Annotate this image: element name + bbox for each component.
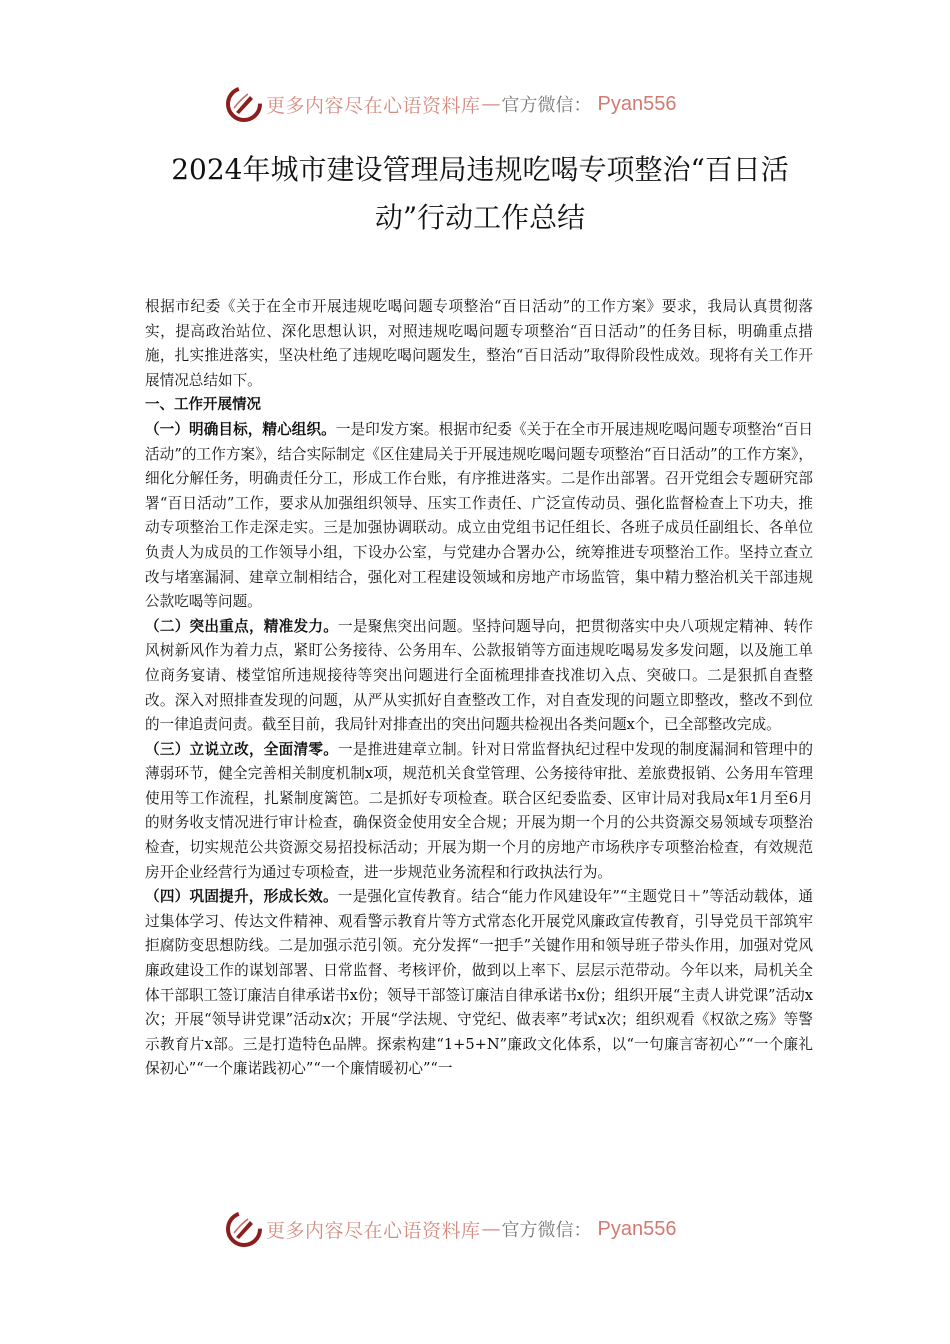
paragraph-lead: （二）突出重点，精准发力。 (145, 617, 339, 635)
paragraph-text: 一是印发方案。根据市纪委《关于在全市开展违规吃喝问题专项整治“百日活动”的工作方案》，结合实际制定《区住建局关于开展违规吃喝问题专项整治“百日活动”的工作方案》，细化分解任务，明确责任分工，形成工作台账，有序推进落实。二是作出部署。召开党组会专题研究部署“百日活动”工作，要求从加强组织领导、压实工作责任、广泛宣传动员、强化监督检查上下功夫，推动专项整治工作走深走实。三是加强协调联动。成立由党组书记任组长、各班子成员任副组长、各单位负责人为成员的工作领导小组，下设办公室，与党建办合署办公，统筹推进专项整治工作。坚持立查立改与堵塞漏洞、建章立制相结合，强化对工程建设领域和房地产市场监管，集中精力整治机关干部违规公款吃喝等问题。 (145, 420, 813, 611)
body-paragraph (145, 738, 813, 886)
footer-banner (226, 1209, 726, 1249)
banner-promo-text: 更多内容尽在心语资料库 (266, 94, 481, 117)
quill-pen-logo-icon (226, 86, 262, 122)
body-paragraph (145, 885, 813, 1082)
paragraph-lead: （三）立说立改，全面清零。 (145, 740, 339, 758)
paragraph-text: 一是聚焦突出问题。坚持问题导向，把贯彻落实中央八项规定精神、转作风树新风作为着力点，紧盯公务接待、公务用车、公款报销等方面违规吃喝易发多发问题，以及施工单位商务宴请、楼堂馆所违规接待等突出问题进行全面梳理排查找准切入点、突破口。二是狠抓自查整改。深入对照排查发现的问题，从严从实抓好自查整改工作，对自查发现的问题立即整改，整改不到位的一律追责问责。截至目前，我局针对排查出的突出问题共检视出各类问题x个，已全部整改完成。 (145, 617, 813, 734)
banner-wechat-label: 官方微信： (501, 1220, 592, 1241)
title-line-2: 动”行动工作总结 (374, 201, 586, 234)
intro-paragraph: 根据市纪委《关于在全市开展违规吃喝问题专项整治“百日活动”的工作方案》要求，我局认真贯彻落实，提高政治站位、深化思想认识，对照违规吃喝问题专项整治“百日活动”的任务目标，明确重点措施，扎实推进落实，坚决杜绝了违规吃喝问题发生，整治“百日活动”取得阶段性成效。现将有关工作开展情况总结如下。 (145, 298, 813, 389)
banner-wechat-label: 官方微信： (501, 95, 592, 116)
banner-wechat-id: Pyan556 (597, 1217, 677, 1240)
banner-promo-text: 更多内容尽在心语资料库 (266, 1219, 481, 1242)
banner-dash: — (481, 93, 501, 115)
title-line-1: 2024年城市建设管理局违规吃喝专项整治“百日活 (171, 153, 789, 186)
banner-wechat-id: Pyan556 (597, 92, 677, 115)
paragraph-lead: （四）巩固提升，形成长效。 (145, 888, 338, 906)
header-banner (226, 84, 726, 124)
body-paragraph (145, 418, 813, 615)
body-paragraph (145, 615, 813, 738)
document-body (145, 295, 813, 1082)
paragraph-lead: （一）明确目标，精心组织。 (145, 420, 336, 438)
quill-pen-logo-icon (226, 1211, 262, 1247)
paragraph-text: 一是推进建章立制。针对日常监督执纪过程中发现的制度漏洞和管理中的薄弱环节，健全完善相关制度机制x项，规范机关食堂管理、公务接待审批、差旅费报销、公务用车管理使用等工作流程，扎紧制度篱笆。二是抓好专项检查。联合区纪委监委、区审计局对我局x年1月至6月的财务收支情况进行审计检查，确保资金使用安全合规；开展为期一个月的公共资源交易领域专项整治检查，切实规范公共资源交易招投标活动；开展为期一个月的房地产市场秩序专项整治检查，有效规范房开企业经营行为通过专项检查，进一步规范业务流程和行政执法行为。 (145, 740, 813, 881)
document-title (140, 146, 820, 242)
section-heading: 一、工作开展情况 (145, 397, 261, 414)
banner-dash: — (481, 1218, 501, 1240)
paragraph-text: 一是强化宣传教育。结合“能力作风建设年”“主题党日＋”等活动载体，通过集体学习、传达文件精神、观看警示教育片等方式常态化开展党风廉政宣传教育，引导党员干部筑牢拒腐防变思想防线。二是加强示范引领。充分发挥“一把手”关键作用和领导班子带头作用，加强对党风廉政建设工作的谋划部署、日常监督、考核评价，做到以上率下、层层示范带动。今年以来，局机关全体干部职工签订廉洁自律承诺书x份；领导干部签订廉洁自律承诺书x份；组织开展“主责人讲党课”活动x次；开展“领导讲党课”活动x次；开展“学法规、守党纪、做表率”考试x次；组织观看《权欲之殇》等警示教育片x部。三是打造特色品牌。探索构建“1+5+N”廉政文化体系，以“一句廉言寄初心”“一个廉礼保初心”“一个廉诺践初心”“一个廉情暖初心”“一 (145, 888, 813, 1078)
